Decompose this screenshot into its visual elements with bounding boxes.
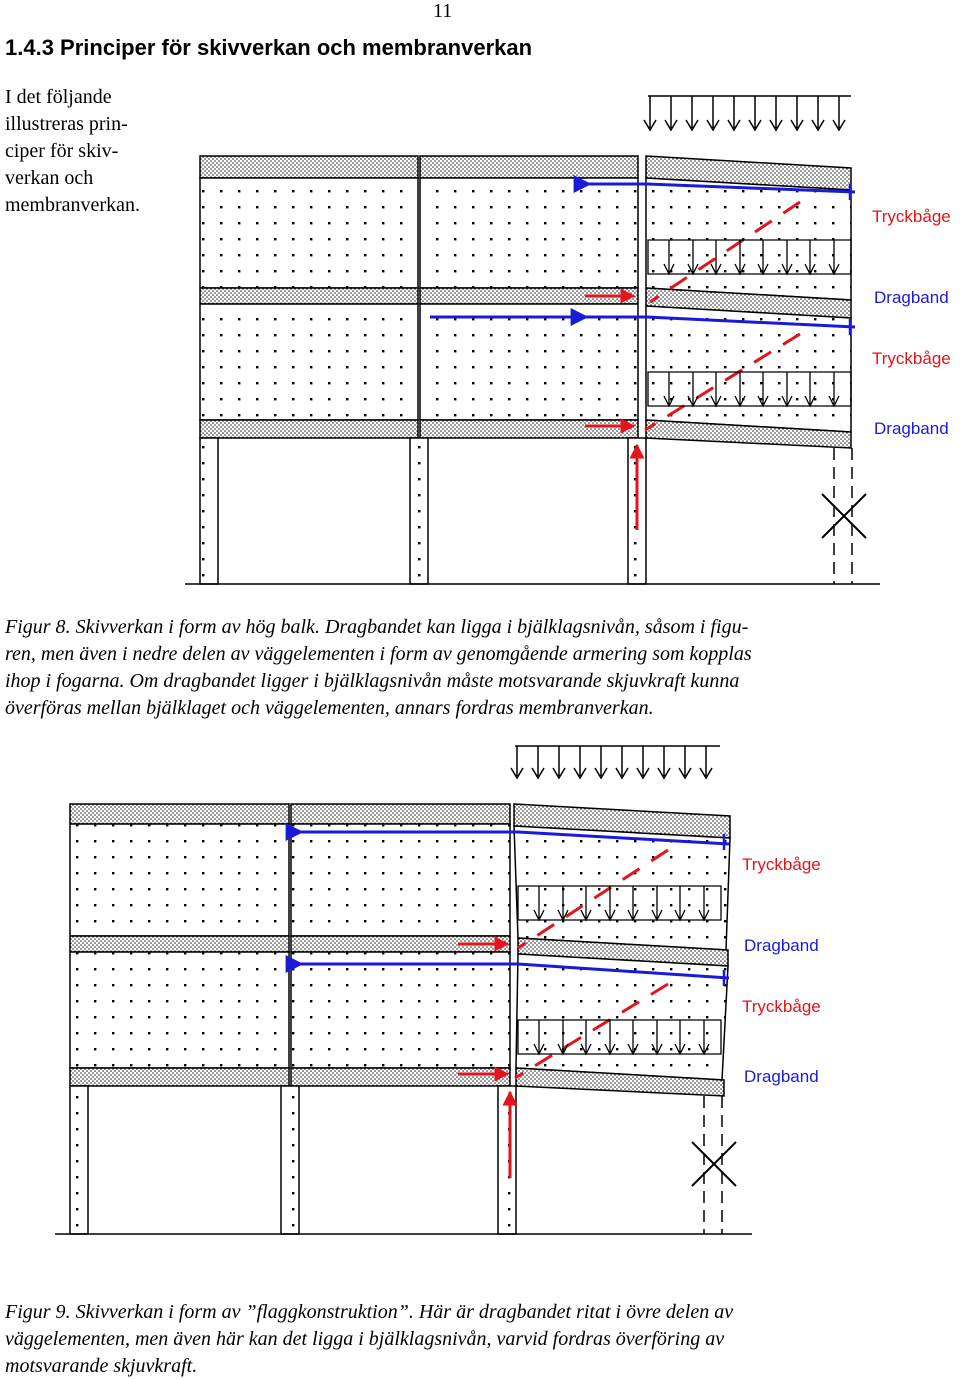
removed-support [692,1096,736,1234]
support-cross-icon [692,1142,736,1186]
caption-figure-label: Figur 8 [5,616,66,638]
caption-line: väggelementen, men även här kan det ligga i bjälklagsnivån, varvid fordras överföring av [5,1328,725,1350]
caption-line: Figur 9. Skivverkan i form av ”flaggkonstruktion”. Här är dragbandet ritat i övre delen av [5,1301,734,1323]
distributed-load [511,746,720,778]
label-tryckbage-2: Tryckbåge [742,997,821,1016]
intro-line: illustreras prin- [5,113,128,135]
columns [70,1086,516,1234]
caption-line: ihop i fogarna. Om dragbandet ligger i bjälklagsnivån måste motsvarande skjuvkraft kunna [5,670,740,692]
walls-upper [70,824,730,950]
load-arrow-icon [644,96,845,130]
label-tryckbage-1: Tryckbåge [742,855,821,874]
label-tryckbage-1: Tryckbåge [872,207,951,226]
label-dragband-1: Dragband [874,288,949,307]
section-heading: 1.4.3 Principer för skivverkan och membranverkan [5,35,533,60]
distributed-load [644,96,851,130]
columns [200,438,646,584]
caption-line: Figur 8. Skivverkan i form av hög balk. Dragbandet kan ligga i bjälklagsnivån, såsom i figu- [5,616,749,638]
intro-line: ciper för skiv- [5,140,119,162]
figure-9-caption [5,1299,955,1379]
caption-line: överföras mellan bjälklaget och väggelementen, annars fordras membranverkan. [5,697,654,719]
figure-8-caption [5,614,955,722]
walls-upper [200,178,851,300]
label-dragband-2: Dragband [874,419,949,438]
figure-9-drawing [0,740,960,1240]
caption-line: ren, men även i nedre delen av väggelementen i form av genomgående armering som kopplas [5,643,752,665]
page-number: 11 [433,0,453,22]
label-dragband-1: Dragband [744,936,819,955]
removed-support [822,448,866,584]
intro-line: membranverkan. [5,194,140,216]
caption-figure-label: Figur 9 [5,1301,66,1323]
label-dragband-2: Dragband [744,1067,819,1086]
label-tryckbage-2: Tryckbåge [872,349,951,368]
load-arrow-icon [511,746,712,778]
figure-8-drawing [0,90,960,590]
figure-9 [0,740,960,1240]
support-cross-icon [822,494,866,538]
caption-line: motsvarande skjuvkraft. [5,1355,198,1377]
intro-line: verkan och [5,167,94,189]
intro-line: I det följande [5,86,112,108]
figure-8 [0,90,960,590]
